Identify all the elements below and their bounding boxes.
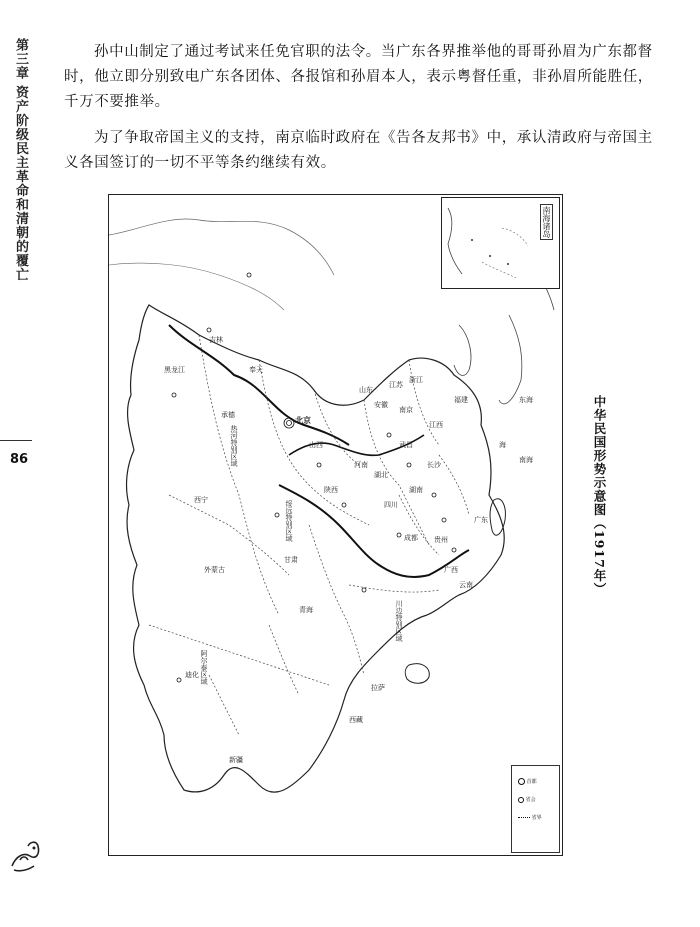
map-drawing <box>109 195 564 857</box>
city-marker <box>317 463 321 467</box>
label-jilin: 吉林 <box>209 336 223 344</box>
south-china-sea-inset <box>441 197 560 289</box>
chapter-sidebar-title: 第三章 资产阶级民主革命和清朝的覆亡 <box>13 38 28 282</box>
paragraph-2: 为了争取帝国主义的支持，南京临时政府在《告各友邦书》中，承认清政府与帝国主义各国签订的一切不平等条约继续有效。 <box>64 130 653 171</box>
northeast-river <box>169 325 349 445</box>
label-aletai: 阿尔泰区域 <box>200 650 208 685</box>
provincial-capital-legend-icon <box>518 797 524 803</box>
city-marker <box>275 513 279 517</box>
city-marker <box>442 518 446 522</box>
label-guangxi: 广西 <box>444 566 458 574</box>
city-marker <box>362 588 366 592</box>
label-xining: 西宁 <box>194 496 208 504</box>
legend-boundary-label: 省界 <box>531 815 542 821</box>
paragraph-1: 孙中山制定了通过考试来任免官职的法令。当广东各界推举他的哥哥孙眉为广东都督时，他立即分别致电广东各团体、各报馆和孙眉本人，表示粤督任重，非孙眉所能胜任，千万不要推举。 <box>64 44 653 110</box>
city-marker <box>342 503 346 507</box>
city-marker <box>397 533 401 537</box>
legend-capital-label: 首都 <box>526 779 537 785</box>
label-suiyuan: 绥远特别区域 <box>285 500 293 542</box>
national-border <box>127 305 505 792</box>
label-chengdu: 成都 <box>404 534 418 542</box>
capital-legend-icon <box>518 778 525 785</box>
label-hubei: 湖北 <box>374 471 388 479</box>
hainan-island <box>405 664 429 684</box>
label-nanjing: 南京 <box>399 406 413 414</box>
label-waimeng: 外蒙古 <box>204 566 225 574</box>
inset-label: 南海诸岛 <box>542 206 551 238</box>
label-chuanbian: 川边特别区域 <box>395 600 403 642</box>
label-yunnan: 云南 <box>459 581 473 589</box>
republic-of-china-map <box>108 194 563 856</box>
label-chengde: 承德 <box>221 411 235 419</box>
city-marker <box>177 678 181 682</box>
label-xizang: 西藏 <box>349 716 363 724</box>
label-jiangsu: 江苏 <box>389 381 403 389</box>
label-qinghai: 青海 <box>299 606 313 614</box>
map-legend <box>511 765 560 853</box>
city-marker <box>452 548 456 552</box>
city-marker <box>247 273 251 277</box>
legend-capital-row <box>518 778 537 785</box>
label-heilongjiang: 黑龙江 <box>164 366 185 374</box>
city-marker <box>207 328 211 332</box>
label-shaanxi: 陕西 <box>324 486 338 494</box>
yangtze-river <box>279 485 469 577</box>
label-wuchang: 武昌 <box>399 441 413 449</box>
legend-boundary-row <box>518 814 542 821</box>
city-marker <box>287 421 292 426</box>
label-henan: 河南 <box>354 461 368 469</box>
label-nanhai: 南海 <box>519 456 533 464</box>
label-donghai: 东海 <box>519 396 533 404</box>
city-marker <box>432 493 436 497</box>
label-hunan: 湖南 <box>409 486 423 494</box>
label-fujian: 福建 <box>454 396 468 404</box>
label-guizhou: 贵州 <box>434 536 448 544</box>
boundary-legend-icon <box>518 817 530 818</box>
city-marker <box>172 393 176 397</box>
label-guangdong: 广东 <box>474 516 488 524</box>
city-marker <box>407 463 411 467</box>
label-fengtian: 奉天 <box>249 366 263 374</box>
legend-provincial-label: 省会 <box>525 797 536 803</box>
map-title: 中华民国形势示意图（1917年） <box>592 395 607 596</box>
label-rehe: 热河特别区域 <box>230 425 238 467</box>
label-jiangxi: 江西 <box>429 421 443 429</box>
label-lasa: 拉萨 <box>371 684 385 692</box>
label-shandong: 山东 <box>359 386 373 394</box>
page-number: 86 <box>10 452 29 467</box>
label-xinjiang: 新疆 <box>229 756 243 764</box>
label-sichuan: 四川 <box>384 501 398 509</box>
label-haiyang: 海 <box>499 441 506 449</box>
city-marker <box>387 433 391 437</box>
legend-provincial-row <box>518 796 536 803</box>
label-anhui: 安徽 <box>374 401 388 409</box>
label-tihua: 迪化 <box>185 671 199 679</box>
label-shanxi: 山西 <box>309 441 323 449</box>
dragon-ornament-icon <box>6 836 48 876</box>
label-beijing: 北京 <box>295 415 311 425</box>
label-zhejiang: 浙江 <box>409 376 423 384</box>
label-changsha: 长沙 <box>427 461 441 469</box>
label-gansu: 甘肃 <box>284 556 298 564</box>
